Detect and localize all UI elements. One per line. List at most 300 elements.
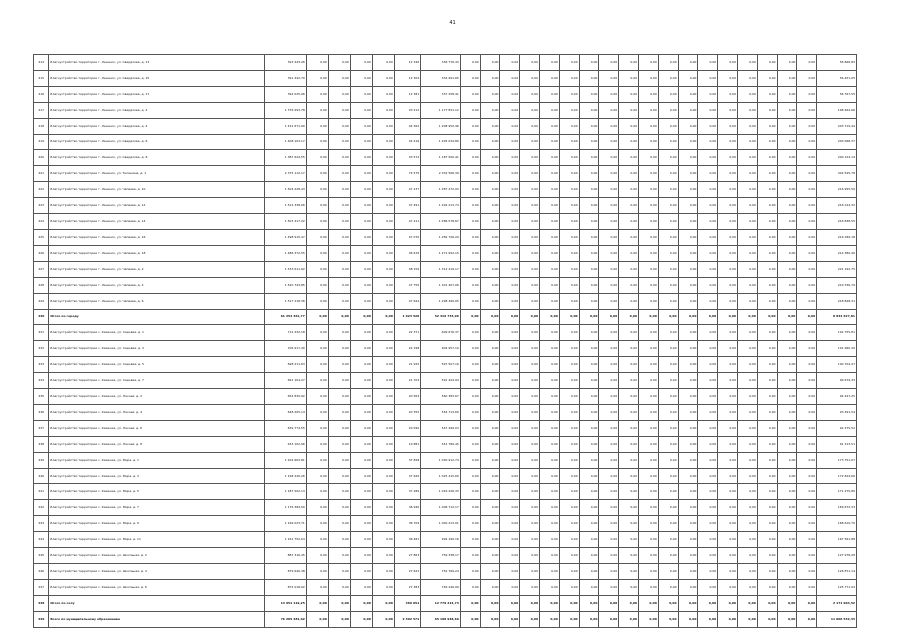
value-cell: 0,00 — [559, 452, 579, 468]
value-cell: 0,00 — [777, 484, 797, 500]
value-cell: 691 104,27 — [265, 373, 307, 389]
value-cell: 0,00 — [658, 452, 678, 468]
row-number-cell: 439 — [34, 452, 49, 468]
value-cell: 604 957,10 — [421, 341, 461, 357]
value-cell: 0,00 — [599, 548, 619, 564]
value-cell: 0,00 — [718, 293, 738, 309]
value-cell: 0,00 — [540, 468, 560, 484]
value-cell: 0,00 — [480, 293, 500, 309]
value-cell: 0,00 — [306, 436, 328, 452]
value-cell: 0,00 — [797, 373, 817, 389]
table-row — [34, 532, 857, 548]
value-cell: 0,00 — [480, 341, 500, 357]
value-cell: 0,00 — [520, 500, 540, 516]
value-cell: 0,00 — [678, 277, 698, 293]
value-cell: 52 419 733,96 — [421, 309, 461, 325]
value-cell: 0,00 — [500, 293, 520, 309]
value-cell: 0,00 — [372, 532, 394, 548]
value-cell: 0,00 — [328, 468, 350, 484]
value-cell: 0,00 — [639, 229, 659, 245]
value-cell: 44 216 — [394, 134, 420, 150]
value-cell: 0,00 — [599, 357, 619, 373]
value-cell: 0,00 — [639, 548, 659, 564]
value-cell: 0,00 — [540, 55, 560, 71]
value-cell: 0,00 — [460, 373, 480, 389]
value-cell: 0,00 — [500, 484, 520, 500]
value-cell: 0,00 — [797, 118, 817, 134]
value-cell: 36 709 — [394, 516, 420, 532]
value-cell: 0,00 — [757, 516, 777, 532]
value-cell: 11 006 532,33 — [817, 611, 857, 627]
value-cell: 0,00 — [738, 182, 758, 198]
value-cell: 0,00 — [460, 245, 480, 261]
value-cell: 0,00 — [520, 404, 540, 420]
value-cell: 0,00 — [757, 484, 777, 500]
value-cell: 1 312 419,17 — [421, 261, 461, 277]
value-cell: 0,00 — [520, 532, 540, 548]
value-cell: 0,00 — [350, 277, 372, 293]
table-row — [34, 357, 857, 373]
value-cell: 0,00 — [559, 277, 579, 293]
value-cell: 0,00 — [757, 55, 777, 71]
value-cell: 74 575 — [394, 166, 420, 182]
value-cell: 706 917,40 — [265, 341, 307, 357]
value-cell: 12 381 — [394, 86, 420, 102]
value-cell: 0,00 — [372, 452, 394, 468]
table-row — [34, 468, 857, 484]
value-cell: 2 392 571 — [394, 611, 420, 627]
value-cell: 0,00 — [480, 309, 500, 325]
value-cell: 0,00 — [639, 198, 659, 214]
value-cell: 0,00 — [372, 436, 394, 452]
value-cell: 0,00 — [540, 532, 560, 548]
value-cell: 0,00 — [372, 595, 394, 611]
value-cell: 0,00 — [480, 134, 500, 150]
table-row — [34, 564, 857, 580]
value-cell: 0,00 — [718, 229, 738, 245]
row-number-cell: 425 — [34, 229, 49, 245]
value-cell: 0,00 — [500, 389, 520, 405]
value-cell: 0,00 — [797, 134, 817, 150]
row-number-cell: 419 — [34, 134, 49, 150]
value-cell: 0,00 — [579, 595, 599, 611]
value-cell: 0,00 — [350, 564, 372, 580]
value-cell: 0,00 — [678, 611, 698, 627]
value-cell: 1 282 726,29 — [421, 229, 461, 245]
value-cell: 0,00 — [619, 436, 639, 452]
value-cell: 0,00 — [797, 532, 817, 548]
value-cell: 0,00 — [639, 389, 659, 405]
value-cell: 0,00 — [559, 293, 579, 309]
value-cell: 0,00 — [500, 595, 520, 611]
value-cell: 0,00 — [619, 198, 639, 214]
value-cell: 0,00 — [698, 182, 718, 198]
value-cell: 0,00 — [460, 325, 480, 341]
value-cell: 0,00 — [350, 452, 372, 468]
value-cell: 0,00 — [698, 166, 718, 182]
value-cell: 0,00 — [777, 277, 797, 293]
value-cell: 0,00 — [372, 182, 394, 198]
value-cell: 0,00 — [698, 516, 718, 532]
row-number-cell: 437 — [34, 420, 49, 436]
value-cell: 0,00 — [619, 420, 639, 436]
value-cell: 994 190,16 — [421, 532, 461, 548]
value-cell: 0,00 — [500, 134, 520, 150]
value-cell: 0,00 — [328, 214, 350, 230]
value-cell: 0,00 — [757, 309, 777, 325]
value-cell: 0,00 — [639, 325, 659, 341]
value-cell: 0,00 — [328, 404, 350, 420]
value-cell: 0,00 — [698, 214, 718, 230]
value-cell: 0,00 — [372, 214, 394, 230]
object-name-cell: Благоустройство территории г. Ленинск, ул. Чапаева, д. 16 — [49, 229, 265, 245]
value-cell: 0,00 — [480, 357, 500, 373]
value-cell: 0,00 — [372, 102, 394, 118]
value-cell: 0,00 — [306, 166, 328, 182]
value-cell: 0,00 — [579, 150, 599, 166]
value-cell: 0,00 — [579, 261, 599, 277]
value-cell: 394 025,96 — [265, 86, 307, 102]
object-name-cell: Благоустройство территории с. Каменка, ул. Садовая, д. 7 — [49, 373, 265, 389]
value-cell: 1 298 390,05 — [421, 293, 461, 309]
value-cell: 0,00 — [658, 70, 678, 86]
row-number-cell: 414 — [34, 55, 49, 71]
value-cell: 218 124,32 — [817, 198, 857, 214]
value-cell: 0,00 — [579, 548, 599, 564]
value-cell: 0,00 — [797, 404, 817, 420]
value-cell: 0,00 — [306, 548, 328, 564]
value-cell: 0,00 — [658, 373, 678, 389]
value-cell: 56 767,55 — [817, 86, 857, 102]
value-cell: 0,00 — [579, 102, 599, 118]
value-cell: 0,00 — [579, 389, 599, 405]
value-cell: 1 286 578,67 — [421, 214, 461, 230]
value-cell: 0,00 — [350, 325, 372, 341]
value-cell: 0,00 — [559, 611, 579, 627]
value-cell: 0,00 — [797, 245, 817, 261]
value-cell: 0,00 — [480, 452, 500, 468]
value-cell: 0,00 — [619, 293, 639, 309]
object-name-cell: Благоустройство территории с. Каменка, ул. Садовая, д. 1 — [49, 325, 265, 341]
value-cell: 0,00 — [599, 341, 619, 357]
value-cell: 0,00 — [579, 373, 599, 389]
value-cell: 0,00 — [328, 261, 350, 277]
value-cell: 648 205,14 — [265, 404, 307, 420]
value-cell: 0,00 — [480, 214, 500, 230]
value-cell: 0,00 — [520, 118, 540, 134]
value-cell: 0,00 — [777, 516, 797, 532]
value-cell: 0,00 — [599, 420, 619, 436]
value-cell: 0,00 — [599, 532, 619, 548]
value-cell: 12 346 — [394, 55, 420, 71]
value-cell: 172 824,66 — [817, 468, 857, 484]
row-number-cell: 432 — [34, 341, 49, 357]
value-cell: 0,00 — [579, 277, 599, 293]
value-cell: 0,00 — [579, 293, 599, 309]
value-cell: 0,00 — [480, 500, 500, 516]
value-cell: 0,00 — [540, 548, 560, 564]
value-cell: 0,00 — [738, 468, 758, 484]
value-cell: 93 491,54 — [817, 404, 857, 420]
value-cell: 0,00 — [777, 118, 797, 134]
value-cell: 0,00 — [777, 595, 797, 611]
value-cell: 0,00 — [372, 166, 394, 182]
value-cell: 0,00 — [328, 182, 350, 198]
value-cell: 0,00 — [738, 70, 758, 86]
value-cell: 0,00 — [540, 134, 560, 150]
value-cell: 0,00 — [599, 389, 619, 405]
object-name-cell: Благоустройство территории г. Ленинск, ул. Свердлова, д. 15 — [49, 70, 265, 86]
value-cell: 0,00 — [718, 500, 738, 516]
value-cell: 0,00 — [738, 229, 758, 245]
value-cell: 0,00 — [350, 548, 372, 564]
value-cell: 0,00 — [599, 452, 619, 468]
value-cell: 0,00 — [559, 564, 579, 580]
value-cell: 0,00 — [757, 452, 777, 468]
value-cell: 0,00 — [579, 516, 599, 532]
value-cell: 0,00 — [579, 198, 599, 214]
value-cell: 0,00 — [599, 309, 619, 325]
value-cell: 0,00 — [500, 420, 520, 436]
value-cell: 0,00 — [757, 373, 777, 389]
value-cell: 334 991,65 — [421, 70, 461, 86]
table-row — [34, 55, 857, 71]
value-cell: 0,00 — [619, 532, 639, 548]
table-row — [34, 166, 857, 182]
value-cell: 0,00 — [757, 564, 777, 580]
value-cell: 0,00 — [797, 261, 817, 277]
value-cell: 0,00 — [540, 229, 560, 245]
value-cell: 0,00 — [599, 436, 619, 452]
value-cell: 0,00 — [306, 532, 328, 548]
value-cell: 0,00 — [757, 198, 777, 214]
value-cell: 0,00 — [540, 436, 560, 452]
value-cell: 0,00 — [619, 325, 639, 341]
value-cell: 169 672,33 — [817, 500, 857, 516]
value-cell: 56 451,05 — [817, 70, 857, 86]
value-cell: 101 960,30 — [817, 341, 857, 357]
value-cell: 0,00 — [678, 309, 698, 325]
value-cell: 0,00 — [599, 214, 619, 230]
table-row — [34, 214, 857, 230]
value-cell: 0,00 — [678, 245, 698, 261]
value-cell: 0,00 — [350, 484, 372, 500]
value-cell: 0,00 — [328, 484, 350, 500]
page-number: 41 — [449, 20, 456, 26]
value-cell: 0,00 — [559, 150, 579, 166]
value-cell: 0,00 — [738, 373, 758, 389]
row-number-cell: 417 — [34, 102, 49, 118]
value-cell: 0,00 — [777, 293, 797, 309]
value-cell: 0,00 — [520, 516, 540, 532]
value-cell: 0,00 — [372, 86, 394, 102]
value-cell: 0,00 — [658, 468, 678, 484]
value-cell: 99 679,33 — [817, 373, 857, 389]
value-cell: 0,00 — [480, 373, 500, 389]
value-cell: 0,00 — [520, 309, 540, 325]
value-cell: 0,00 — [718, 564, 738, 580]
value-cell: 0,00 — [718, 102, 738, 118]
value-cell: 0,00 — [520, 134, 540, 150]
value-cell: 0,00 — [619, 182, 639, 198]
value-cell: 0,00 — [698, 277, 718, 293]
value-cell: 0,00 — [460, 611, 480, 627]
value-cell: 0,00 — [797, 341, 817, 357]
value-cell: 0,00 — [328, 341, 350, 357]
value-cell: 0,00 — [797, 579, 817, 595]
value-cell: 0,00 — [619, 452, 639, 468]
value-cell: 0,00 — [599, 182, 619, 198]
value-cell: 0,00 — [306, 261, 328, 277]
value-cell: 0,00 — [328, 452, 350, 468]
value-cell: 0,00 — [599, 70, 619, 86]
value-cell: 0,00 — [500, 150, 520, 166]
value-cell: 0,00 — [540, 484, 560, 500]
value-cell: 0,00 — [777, 214, 797, 230]
value-cell: 203 068,37 — [817, 134, 857, 150]
value-cell: 0,00 — [678, 86, 698, 102]
value-cell: 0,00 — [540, 452, 560, 468]
value-cell: 0,00 — [559, 373, 579, 389]
value-cell: 0,00 — [698, 102, 718, 118]
value-cell: 0,00 — [559, 357, 579, 373]
value-cell: 0,00 — [619, 468, 639, 484]
value-cell: 0,00 — [639, 564, 659, 580]
value-cell: 0,00 — [480, 166, 500, 182]
object-name-cell: Благоустройство территории г. Ленинск, ул. Свердлова, д. 8 — [49, 150, 265, 166]
table-row — [34, 182, 857, 198]
value-cell: 0,00 — [500, 166, 520, 182]
value-cell: 0,00 — [460, 118, 480, 134]
value-cell: 0,00 — [718, 166, 738, 182]
value-cell: 0,00 — [658, 436, 678, 452]
value-cell: 0,00 — [480, 468, 500, 484]
value-cell: 0,00 — [328, 389, 350, 405]
value-cell: 1 176 384,50 — [265, 500, 307, 516]
value-cell: 0,00 — [619, 373, 639, 389]
value-cell: 0,00 — [698, 55, 718, 71]
value-cell: 0,00 — [372, 150, 394, 166]
value-cell: 0,00 — [619, 118, 639, 134]
value-cell: 0,00 — [579, 564, 599, 580]
value-cell: 0,00 — [372, 309, 394, 325]
value-cell: 0,00 — [738, 611, 758, 627]
value-cell: 0,00 — [619, 484, 639, 500]
value-cell: 0,00 — [460, 452, 480, 468]
row-number-cell: 415 — [34, 70, 49, 86]
value-cell: 0,00 — [599, 579, 619, 595]
value-cell: 0,00 — [559, 245, 579, 261]
value-cell: 36 940 — [394, 500, 420, 516]
value-cell: 0,00 — [738, 261, 758, 277]
value-cell: 0,00 — [658, 102, 678, 118]
value-cell: 0,00 — [757, 166, 777, 182]
value-cell: 0,00 — [350, 373, 372, 389]
value-cell: 0,00 — [738, 484, 758, 500]
value-cell: 0,00 — [639, 404, 659, 420]
value-cell: 0,00 — [738, 134, 758, 150]
value-cell: 0,00 — [350, 214, 372, 230]
value-cell: 0,00 — [599, 404, 619, 420]
value-cell: 214 380,40 — [817, 245, 857, 261]
value-cell: 48 159 — [394, 261, 420, 277]
value-cell: 2 375 112,17 — [265, 166, 307, 182]
value-cell: 0,00 — [559, 102, 579, 118]
value-cell: 0,00 — [460, 564, 480, 580]
object-name-cell: Благоустройство территории с. Каменка, ул. Лесная, д. 2 — [49, 389, 265, 405]
value-cell: 0,00 — [328, 198, 350, 214]
value-cell: 2 171 904,52 — [817, 595, 857, 611]
value-cell: 0,00 — [639, 468, 659, 484]
table-row — [34, 500, 857, 516]
value-cell: 0,00 — [559, 86, 579, 102]
value-cell: 0,00 — [500, 516, 520, 532]
value-cell: 0,00 — [328, 564, 350, 580]
object-name-cell: Итого по городу — [49, 309, 265, 325]
value-cell: 221 192,75 — [817, 261, 857, 277]
value-cell: 0,00 — [738, 500, 758, 516]
value-cell: 0,00 — [350, 198, 372, 214]
value-cell: 0,00 — [738, 118, 758, 134]
value-cell: 0,00 — [328, 166, 350, 182]
value-cell: 47 211 — [394, 214, 420, 230]
value-cell: 0,00 — [579, 55, 599, 71]
value-cell: 0,00 — [579, 86, 599, 102]
value-cell: 0,00 — [328, 86, 350, 102]
object-name-cell: Всего по муниципальному образованию — [49, 611, 265, 627]
value-cell: 0,00 — [599, 245, 619, 261]
row-number-cell: 429 — [34, 293, 49, 309]
value-cell: 0,00 — [460, 516, 480, 532]
value-cell: 0,00 — [579, 229, 599, 245]
value-cell: 0,00 — [328, 277, 350, 293]
value-cell: 0,00 — [540, 70, 560, 86]
value-cell: 0,00 — [480, 436, 500, 452]
value-cell: 1 512 338,06 — [265, 198, 307, 214]
value-cell: 0,00 — [372, 134, 394, 150]
value-cell: 0,00 — [559, 548, 579, 564]
value-cell: 200 124,14 — [817, 150, 857, 166]
value-cell: 0,00 — [306, 182, 328, 198]
value-cell: 12 779 214,73 — [421, 595, 461, 611]
value-cell: 27 863 — [394, 548, 420, 564]
value-cell: 0,00 — [678, 166, 698, 182]
value-cell: 0,00 — [599, 55, 619, 71]
table-row — [34, 277, 857, 293]
value-cell: 0,00 — [500, 357, 520, 373]
value-cell: 91 313,51 — [817, 436, 857, 452]
value-cell: 759 338,17 — [421, 548, 461, 564]
value-cell: 0,00 — [328, 102, 350, 118]
value-cell: 0,00 — [698, 293, 718, 309]
value-cell: 0,00 — [797, 55, 817, 71]
value-cell: 0,00 — [540, 277, 560, 293]
value-cell: 37 828 — [394, 452, 420, 468]
table-row — [34, 198, 857, 214]
value-cell: 0,00 — [520, 548, 540, 564]
value-cell: 0,00 — [678, 484, 698, 500]
value-cell: 19 881 — [394, 436, 420, 452]
value-cell: 0,00 — [460, 182, 480, 198]
value-cell: 872 018,92 — [265, 579, 307, 595]
value-cell: 0,00 — [559, 55, 579, 71]
value-cell: 0,00 — [757, 245, 777, 261]
value-cell: 0,00 — [500, 404, 520, 420]
value-cell: 0,00 — [500, 102, 520, 118]
object-name-cell: Благоустройство территории с. Каменка, ул. Садовая, д. 3 — [49, 341, 265, 357]
value-cell: 0,00 — [639, 214, 659, 230]
value-cell: 0,00 — [658, 55, 678, 71]
